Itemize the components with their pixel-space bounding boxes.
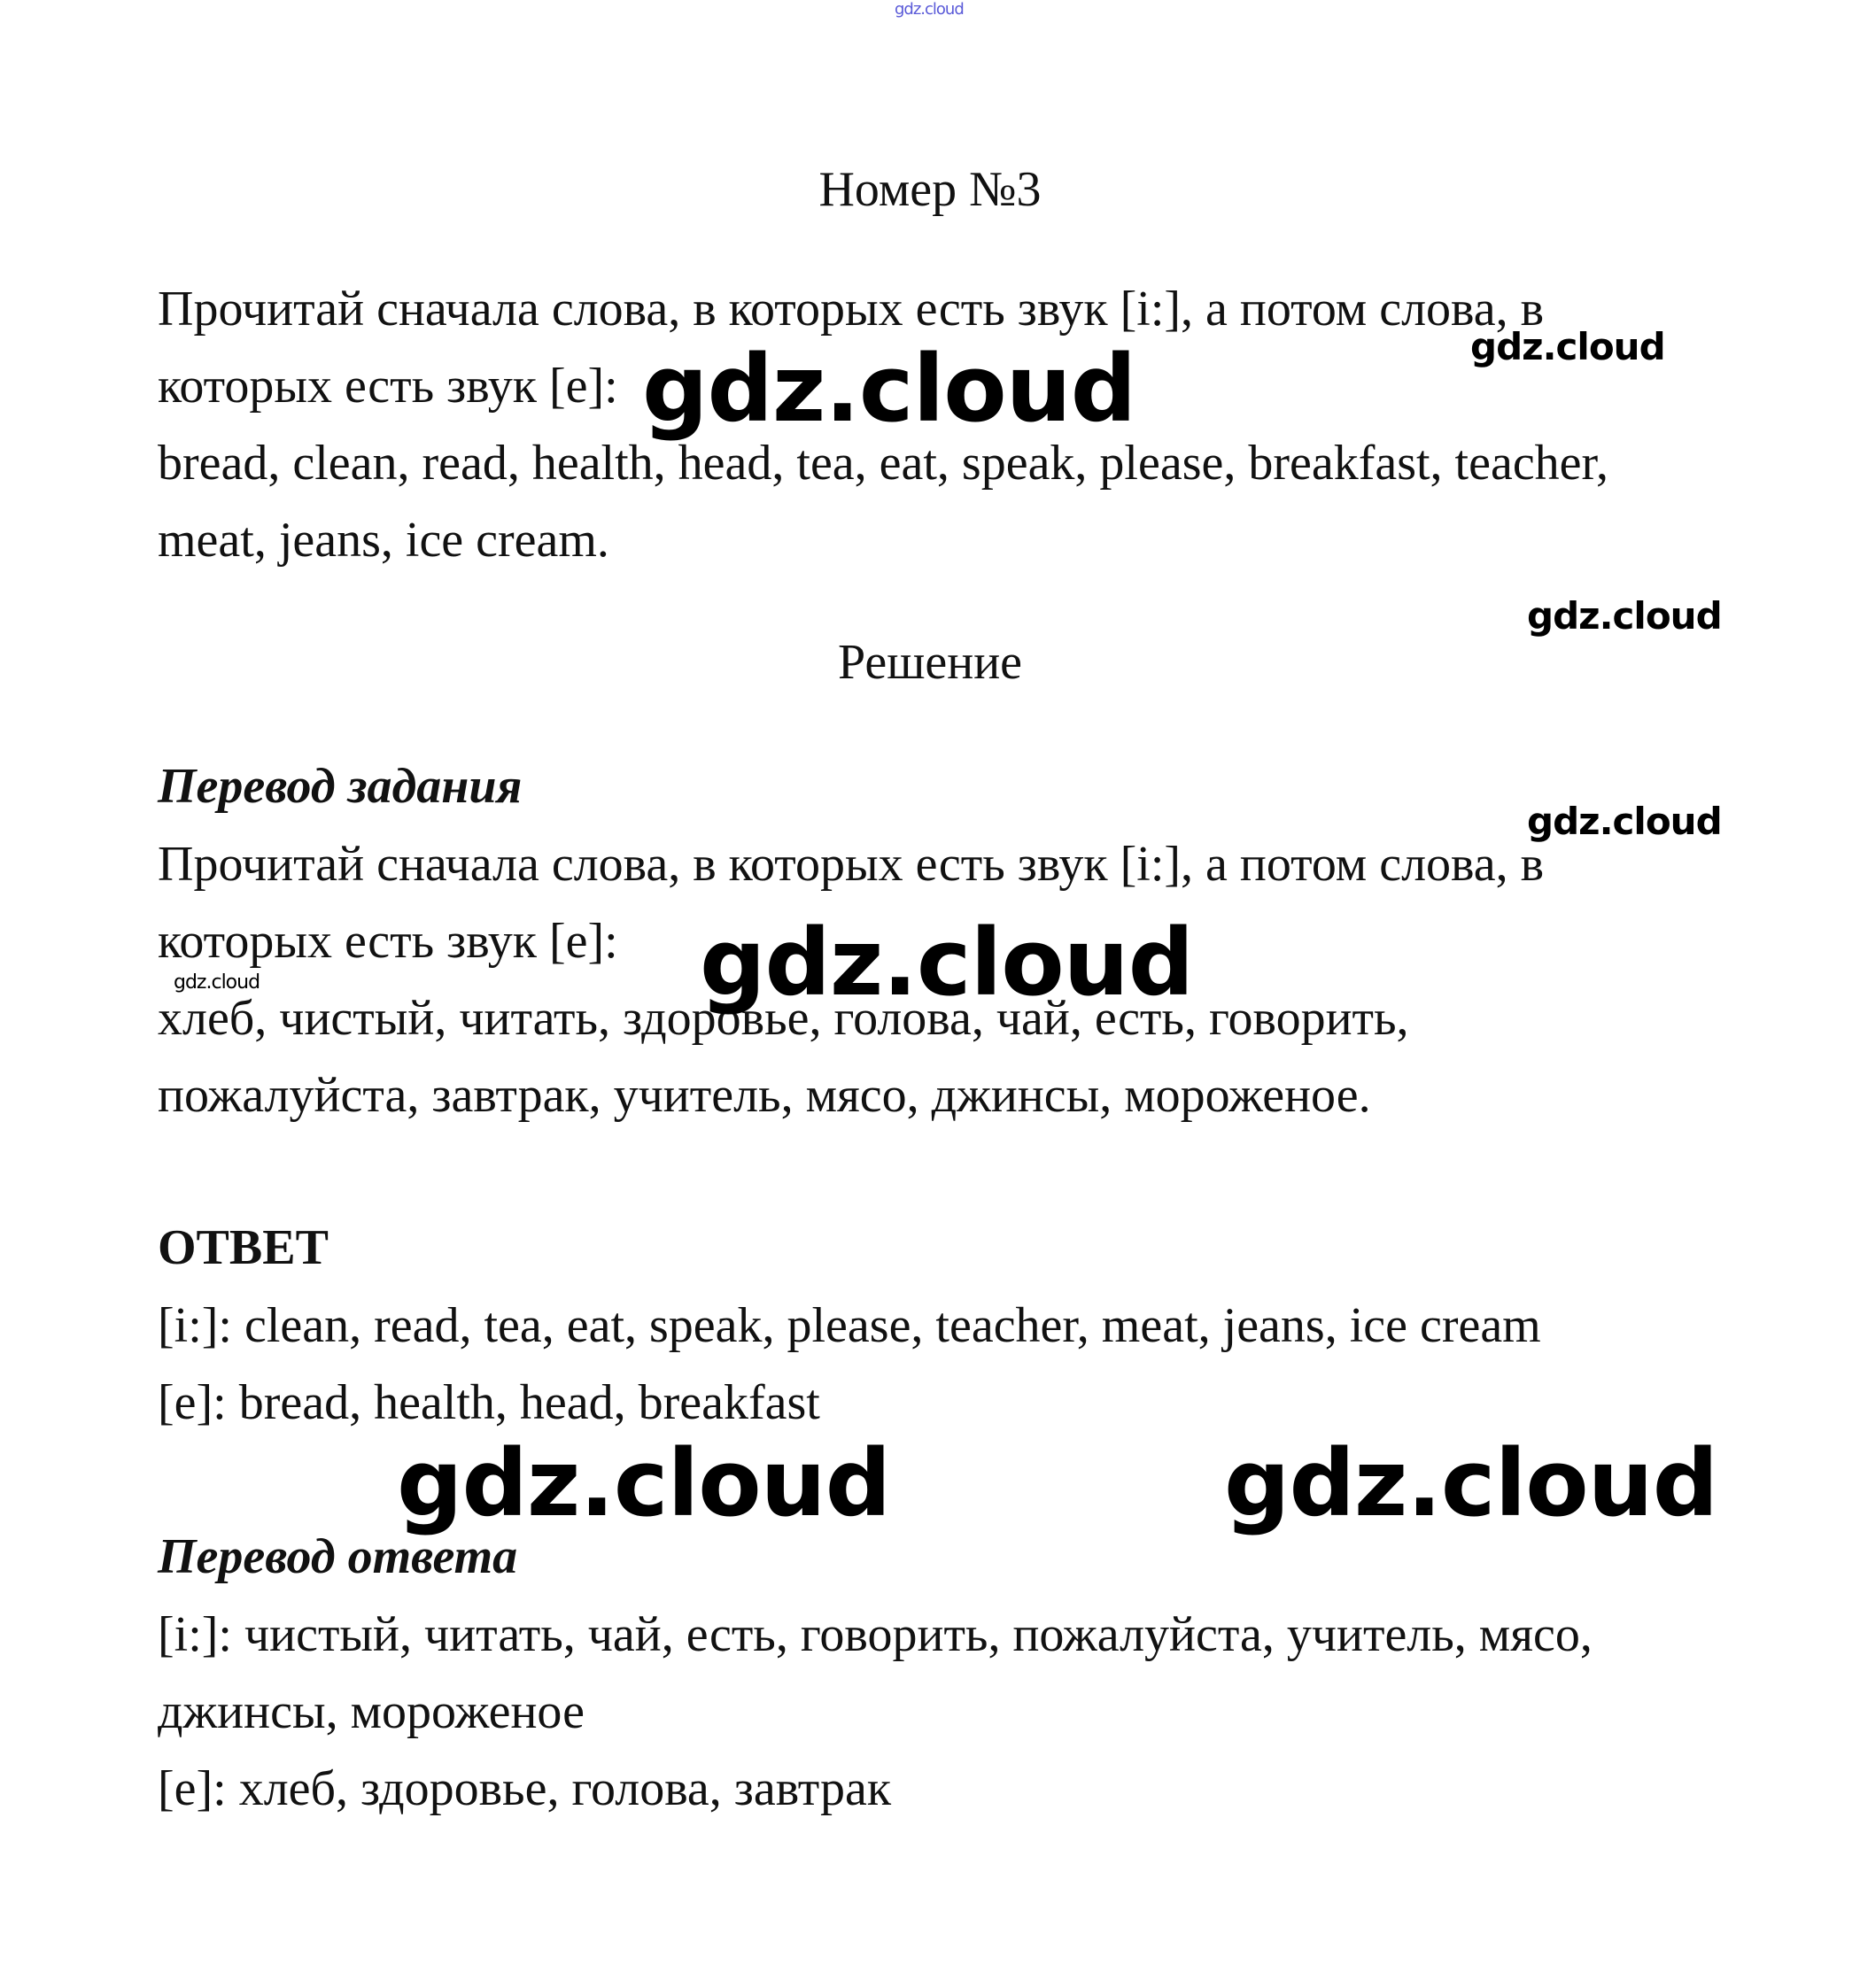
solution-heading: Решение: [837, 635, 1023, 690]
task-line-2: которых есть звук [e]:: [158, 359, 618, 414]
task-translation-line-2: которых есть звук [e]:: [158, 914, 618, 969]
watermark: gdz.cloud: [174, 971, 260, 994]
task-line-3: bread, clean, read, health, head, tea, eat, speak, please, breakfast, teacher,: [158, 436, 1608, 491]
task-translation-line-4: пожалуйста, завтрак, учитель, мясо, джинсы, мороженое.: [158, 1068, 1371, 1123]
task-translation-heading: Перевод задания: [158, 759, 523, 814]
answer-heading: ОТВЕТ: [158, 1220, 329, 1275]
watermark: gdz.cloud: [1527, 800, 1722, 843]
watermark: gdz.cloud: [700, 909, 1194, 1017]
answer-translation-line-1: [i:]: чистый, читать, чай, есть, говорить, пожалуйста, учитель, мясо,: [158, 1607, 1593, 1662]
task-translation-line-3: хлеб, чистый, читать, здоровье, голова, чай, есть, говорить,: [158, 991, 1409, 1046]
page-title: Номер №3: [818, 162, 1042, 217]
answer-line-2: [e]: bread, health, head, breakfast: [158, 1375, 820, 1430]
task-line-4: meat, jeans, ice cream.: [158, 513, 609, 568]
watermark: gdz.cloud: [642, 335, 1136, 443]
watermark: gdz.cloud: [1470, 325, 1665, 368]
answer-line-1: [i:]: clean, read, tea, eat, speak, please, teacher, meat, jeans, ice cream: [158, 1298, 1541, 1353]
answer-translation-heading: Перевод ответа: [158, 1529, 518, 1584]
task-line-1: Прочитай сначала слова, в которых есть звук [i:], а потом слова, в: [158, 282, 1545, 336]
watermark: gdz.cloud: [1527, 594, 1722, 638]
watermark: gdz.cloud: [1224, 1429, 1718, 1537]
watermark: gdz.cloud: [397, 1429, 891, 1537]
answer-translation-line-2: джинсы, мороженое: [158, 1684, 585, 1739]
answer-translation-line-3: [e]: хлеб, здоровье, голова, завтрак: [158, 1761, 892, 1816]
watermark-top: gdz.cloud: [895, 0, 964, 19]
task-translation-line-1: Прочитай сначала слова, в которых есть звук [i:], а потом слова, в: [158, 837, 1545, 892]
